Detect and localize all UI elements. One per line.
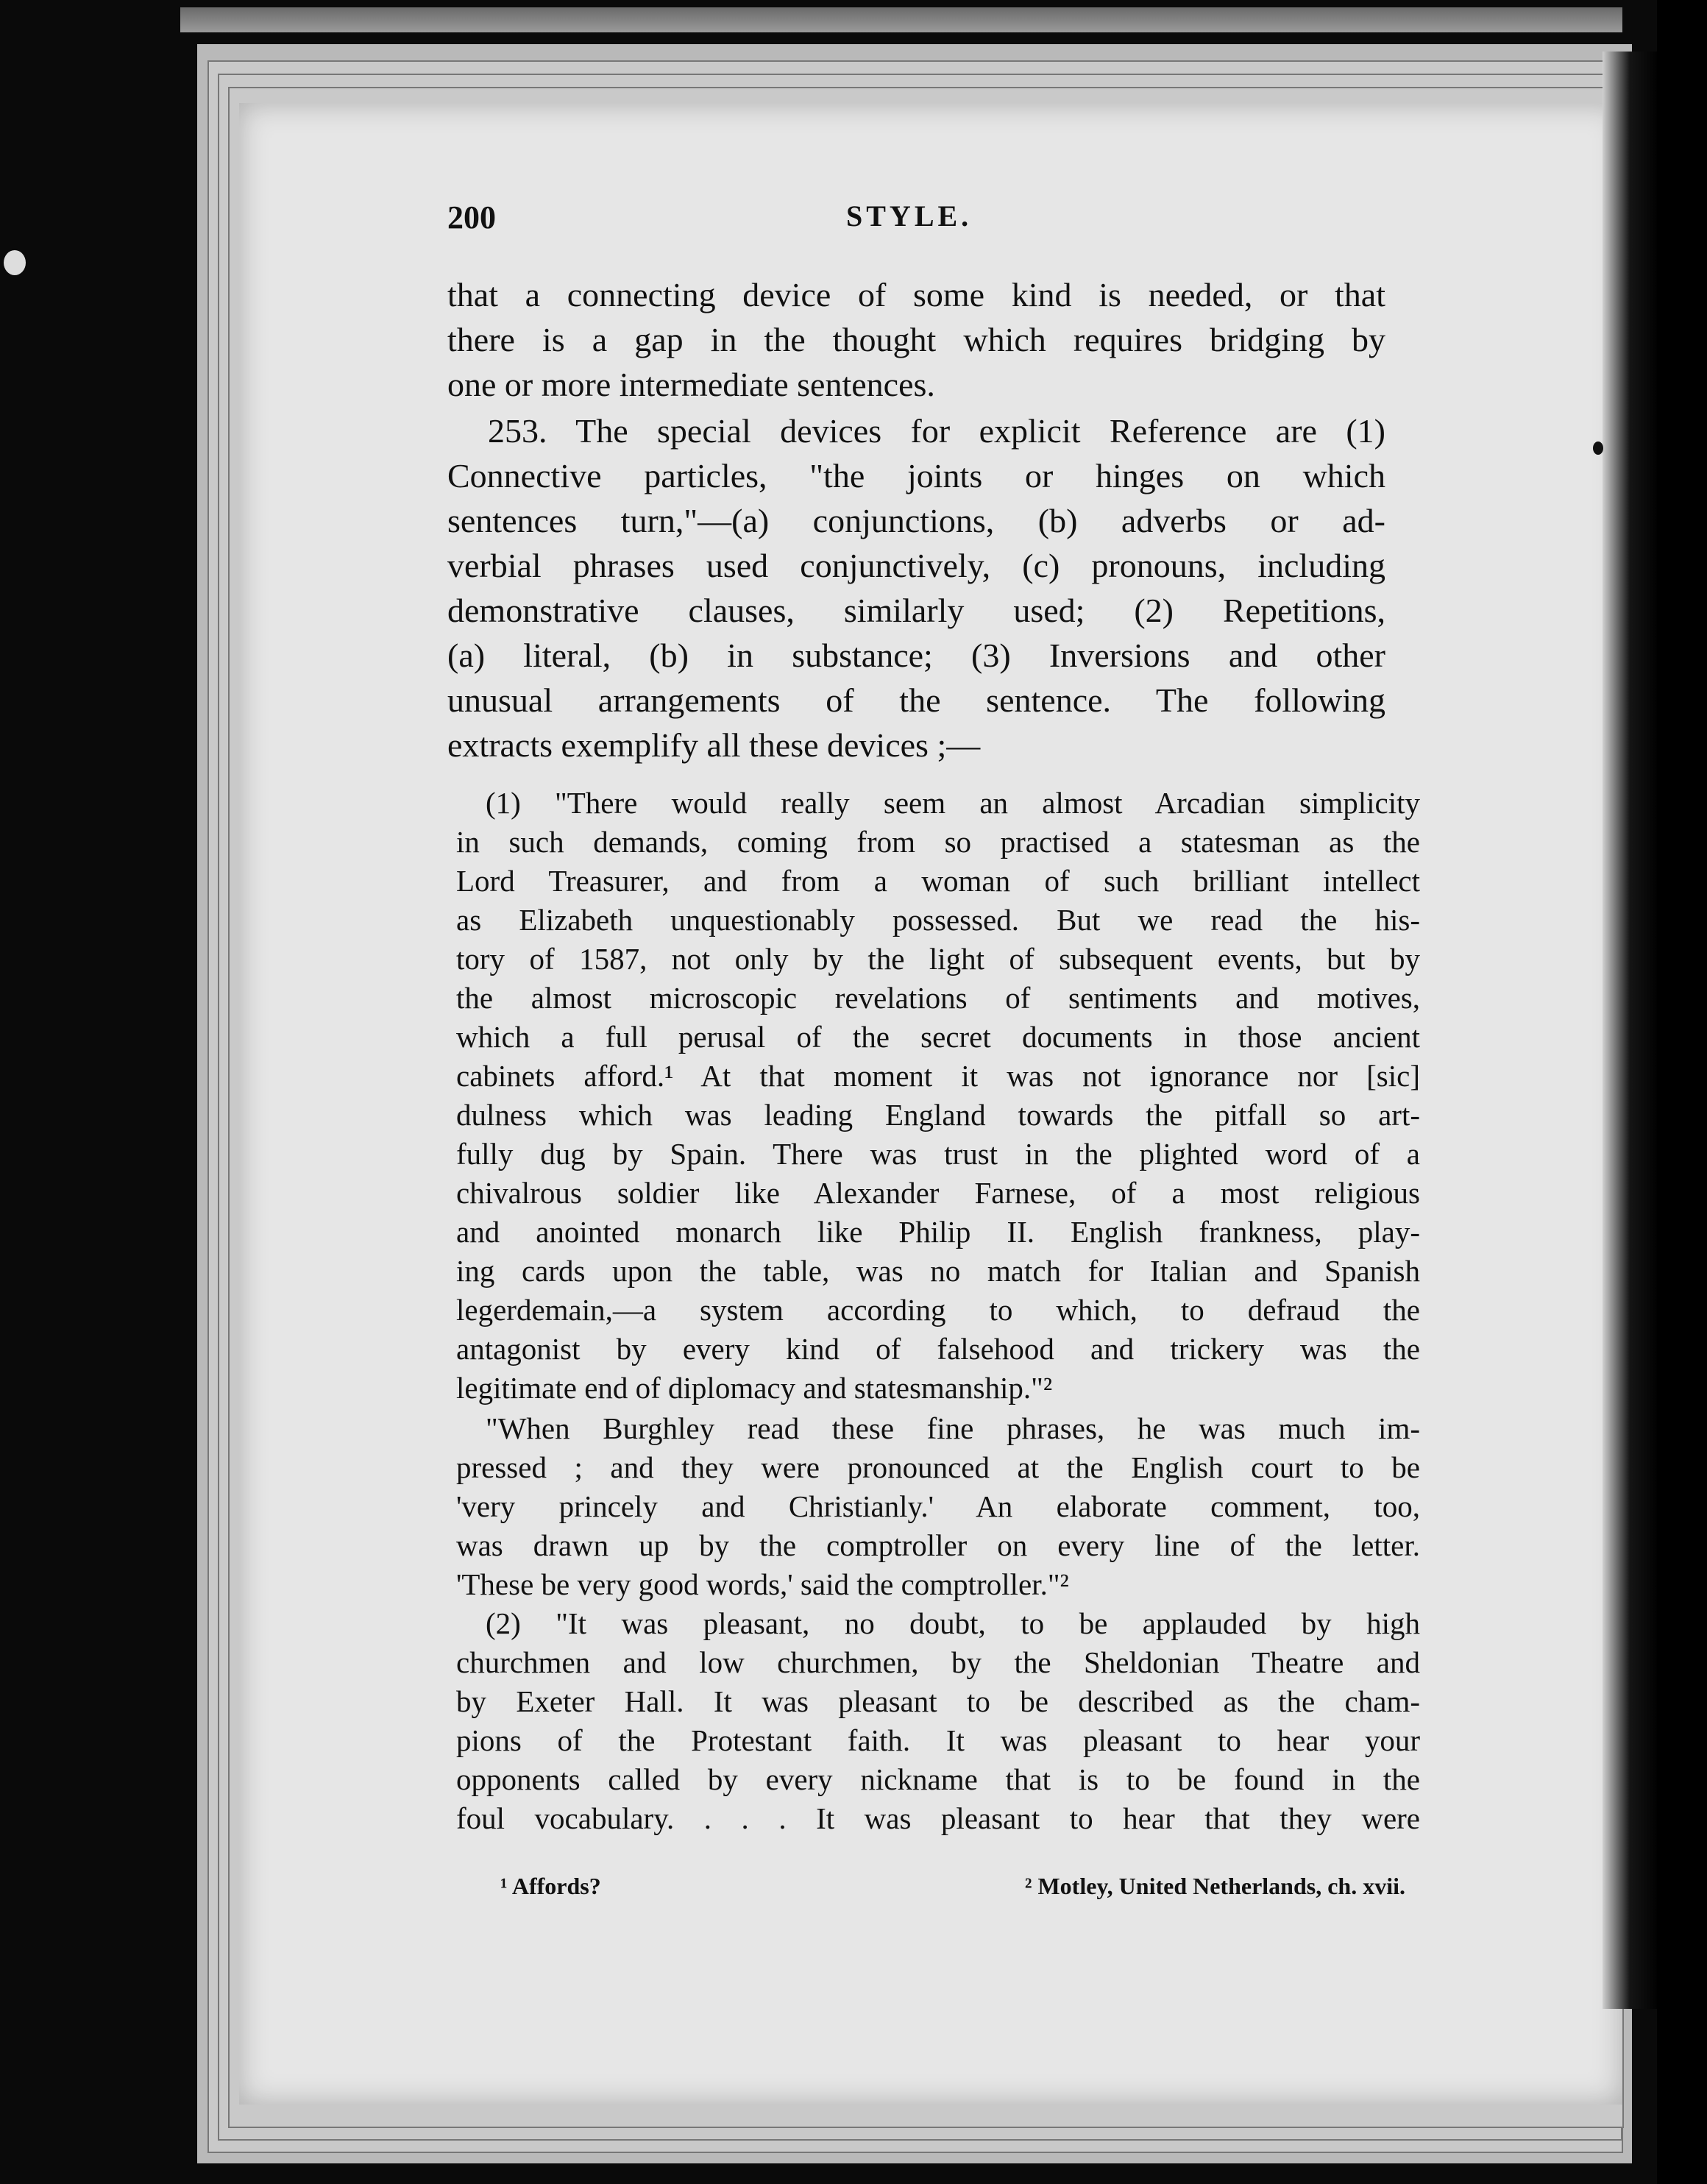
scan-right-border [1657,0,1707,2184]
quote-2 [456,1409,1420,1604]
running-head: STYLE. [846,199,973,233]
text-line: verbial phrases used conjunctively, (c) pronouns, including [447,547,1385,584]
quote-line: legerdemain,—a system according to which, to defraud the [456,1293,1420,1327]
scan-speck [4,250,26,275]
quote-line: cabinets afford.¹ At that moment it was not ignorance nor [sic] [456,1059,1420,1093]
text-line: Connective particles, "the joints or hinges on which [447,457,1385,494]
quote-3 [456,1604,1420,1838]
quote-line: in such demands, coming from so practised a statesman as the [456,825,1420,859]
quote-line: was drawn up by the comptroller on every line of the letter. [456,1528,1420,1562]
quote-line: pressed ; and they were pronounced at the English court to be [456,1450,1420,1484]
quote-line: by Exeter Hall. It was pleasant to be described as the cham- [456,1684,1420,1718]
footnote-2: ² Motley, United Netherlands, ch. xvii. [1024,1873,1405,1899]
quote-line: the almost microscopic revelations of sentiments and motives, [456,981,1420,1015]
quote-line: Lord Treasurer, and from a woman of such brilliant intellect [456,864,1420,898]
quote-line: 'These be very good words,' said the comptroller."² [456,1567,1069,1601]
quote-line: 'very princely and Christianly.' An elaborate comment, too, [456,1489,1420,1523]
quote-line: which a full perusal of the secret documents in those ancient [456,1020,1420,1054]
book-spine [1603,52,1657,2009]
footnotes [500,1873,1405,1910]
scan-top-edge [180,7,1622,32]
text-line: unusual arrangements of the sentence. The following [447,681,1385,719]
quote-line: fully dug by Spain. There was trust in the plighted word of a [456,1137,1420,1171]
quote-line: (2) "It was pleasant, no doubt, to be applauded by high [486,1606,1420,1640]
text-line: there is a gap in the thought which requires bridging by [447,321,1385,358]
text-line: one or more intermediate sentences. [447,366,935,403]
quote-line: dulness which was leading England towards the pitfall so art- [456,1098,1420,1132]
footnote-1: ¹ Affords? [500,1873,601,1899]
page-number: 200 [447,199,496,235]
quote-line: pions of the Protestant faith. It was pleasant to hear your [456,1723,1420,1757]
scan-speck [1593,442,1603,455]
quote-line: foul vocabulary. . . . It was pleasant to hear that they were [456,1801,1420,1835]
text-line: that a connecting device of some kind is needed, or that [447,276,1385,313]
text-line: (a) literal, (b) in substance; (3) Inversions and other [447,637,1385,674]
quote-line: antagonist by every kind of falsehood and trickery was the [456,1332,1420,1366]
quote-line: chivalrous soldier like Alexander Farnese, of a most religious [456,1176,1420,1210]
quote-1 [456,784,1420,1408]
text-line: demonstrative clauses, similarly used; (2) Repetitions, [447,592,1385,629]
text-line: 253. The special devices for explicit Reference are (1) [488,412,1385,450]
quote-line: (1) "There would really seem an almost Arcadian simplicity [486,786,1420,820]
quote-line: as Elizabeth unquestionably possessed. But we read the his- [456,903,1420,937]
quote-line: "When Burghley read these fine phrases, he was much im- [486,1411,1420,1445]
section-253-paragraph [447,408,1385,767]
quote-line: legitimate end of diplomacy and statesmanship."² [456,1371,1053,1405]
quote-line: tory of 1587, not only by the light of subsequent events, but by [456,942,1420,976]
quote-line: ing cards upon the table, was no match for Italian and Spanish [456,1254,1420,1288]
quote-line: opponents called by every nickname that is to be found in the [456,1762,1420,1796]
text-line: extracts exemplify all these devices ;— [447,726,981,764]
intro-paragraph [447,272,1385,407]
quote-line: and anointed monarch like Philip II. English frankness, play- [456,1215,1420,1249]
text-line: sentences turn,"—(a) conjunctions, (b) adverbs or ad- [447,502,1385,539]
quote-line: churchmen and low churchmen, by the Sheldonian Theatre and [456,1645,1420,1679]
